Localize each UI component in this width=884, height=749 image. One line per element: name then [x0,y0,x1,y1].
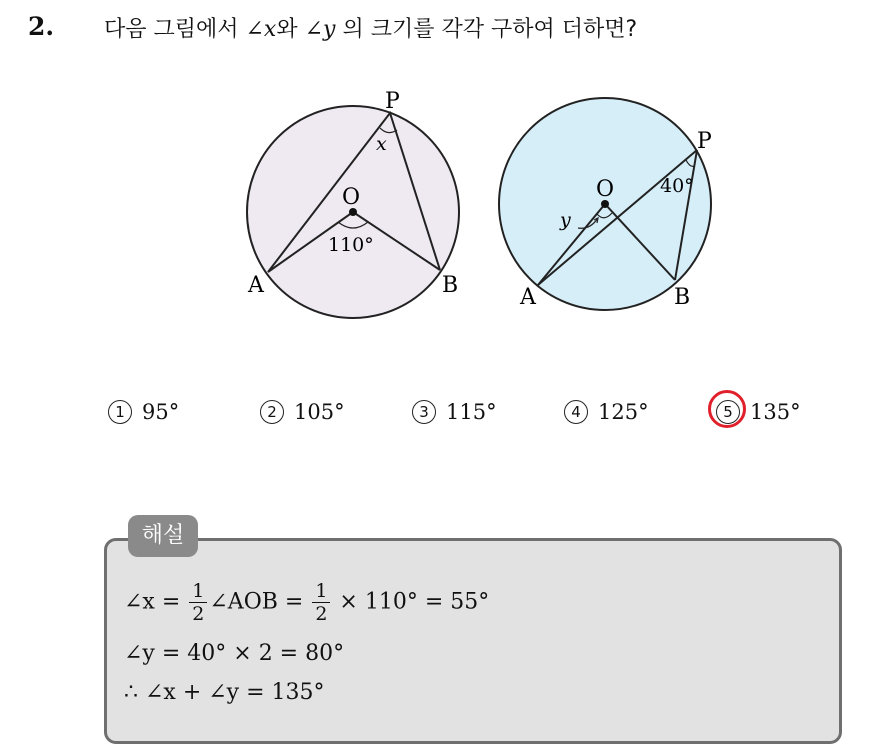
choice-1-value: 95° [142,400,180,424]
right-label-b: B [674,285,691,310]
solution-line-2: ∠y = 40° × 2 = 80° [124,641,345,666]
question-number: 2. [28,12,55,41]
left-figure [247,89,459,318]
solution-line-1-b: ∠AOB = [209,589,304,615]
choice-3[interactable] [412,400,497,424]
question-text-prefix: 다음 그림에서 [104,17,246,42]
choice-3-mark: 3 [412,400,436,424]
left-angle-110-label: 110° [328,234,374,256]
question-angle-y: ∠y [304,17,336,42]
choice-1-mark: 1 [108,400,132,424]
solution-line-3: ∴ ∠x + ∠y = 135° [124,680,325,705]
fraction-2-denominator: 2 [315,603,328,625]
left-angle-x-label: x [376,133,387,155]
choice-4-value: 125° [598,400,649,424]
choice-5[interactable] [716,400,801,424]
solution-fraction-1 [189,580,207,625]
solution-line-1-a: ∠x = [124,589,181,615]
left-label-o: O [342,185,361,210]
choice-4[interactable] [564,400,649,424]
left-label-b: B [442,273,459,298]
question-text-mid: 와 [276,17,305,42]
choice-4-mark: 4 [564,400,588,424]
answer-choices [108,400,848,436]
right-label-p: P [697,129,712,154]
right-figure [499,98,712,310]
fraction-2-numerator: 1 [312,580,330,603]
choice-2[interactable] [260,400,345,424]
right-label-a: A [520,285,536,310]
left-label-p: P [385,89,400,114]
choice-2-value: 105° [294,400,345,424]
choice-2-mark: 2 [260,400,284,424]
right-label-o: O [596,177,615,202]
choice-5-value: 135° [750,400,801,424]
fraction-1-denominator: 2 [192,603,205,625]
choice-1[interactable] [108,400,179,424]
fraction-1-numerator: 1 [189,580,207,603]
left-label-a: A [248,273,264,298]
solution-badge: 해설 [128,515,198,557]
question-angle-x: ∠x [245,17,277,42]
solution-fraction-2 [312,580,330,625]
solution-line-1 [124,580,489,625]
question-text-suffix: 의 크기를 각각 구하여 더하면? [335,17,638,42]
selected-answer-circle [708,390,746,428]
solution-line-1-c: × 110° = 55° [339,589,490,615]
choice-3-value: 115° [446,400,497,424]
right-angle-y-label: y [560,209,571,231]
choice-5-mark: 5 [716,400,740,424]
right-angle-40-label: 40° [660,175,694,197]
